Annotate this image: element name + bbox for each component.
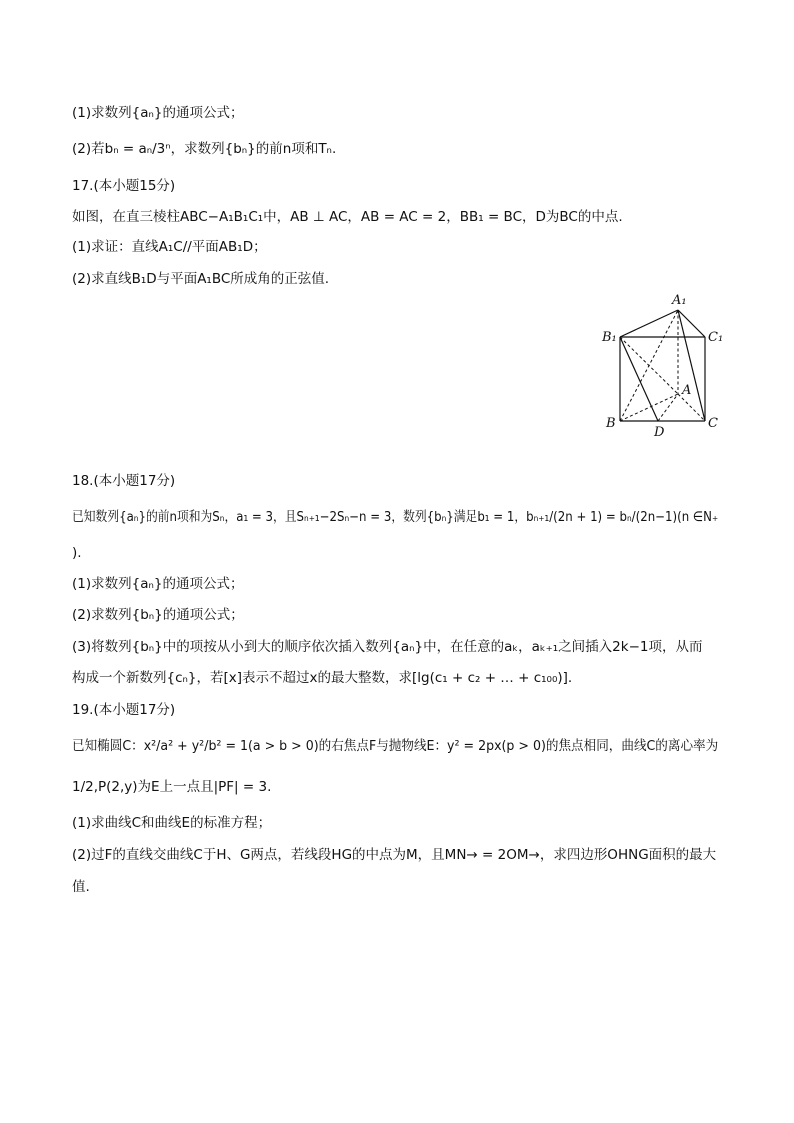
- segment-B1D: [620, 337, 658, 421]
- label-B1: B₁: [602, 330, 617, 345]
- label-B: B: [606, 416, 616, 431]
- q19-part1: (1)求曲线C和曲线E的标准方程；: [72, 815, 272, 831]
- label-D: D: [654, 425, 665, 440]
- q19-stem-line1: 已知椭圆C：x²/a² + y²/b² = 1(a > b > 0)的右焦点F与抛物线E：y² = 2px(p > 0)的焦点相同，曲线C的离心率为: [72, 738, 719, 754]
- q16-part2: (2)若bₙ = aₙ/3ⁿ，求数列{bₙ}的前n项和Tₙ.: [72, 141, 337, 157]
- q17-header: 17.(本小题15分): [72, 178, 176, 194]
- q17-part1: (1)求证：直线A₁C//平面AB₁D；: [72, 239, 267, 255]
- q16-part1: (1)求数列{aₙ}的通项公式；: [72, 105, 244, 121]
- q18-part3-line2: 构成一个新数列{cₙ}，若[x]表示不超过x的最大整数，求[lg(c₁ + c₂ + … + c₁₀₀)].: [72, 670, 573, 686]
- segment-A1C: [678, 310, 705, 421]
- prism-figure: [598, 290, 733, 440]
- edge-AC: [678, 394, 705, 421]
- q18-part3-line1: (3)将数列{bₙ}中的项按从小到大的顺序依次插入数列{aₙ}中，在任意的aₖ，aₖ₊₁之间插入2k−1项，从而: [72, 639, 703, 655]
- segment-DA: [658, 394, 678, 421]
- q18-stem-line1: 已知数列{aₙ}的前n项和为Sₙ，a₁ = 3，且Sₙ₊₁−2Sₙ−n = 3，数列{bₙ}满足b₁ = 1，bₙ₊₁/(2n + 1) = bₙ/(2n−1)(n ∈N₊: [72, 509, 719, 525]
- label-A1: A₁: [672, 293, 687, 308]
- q19-header: 19.(本小题17分): [72, 702, 176, 718]
- edge-B1A1: [620, 310, 678, 337]
- q19-stem-line2: 1/2,P(2,y)为E上一点且|PF| = 3.: [72, 779, 272, 795]
- q19-part2-line2: 值.: [72, 879, 90, 895]
- label-C1: C₁: [708, 330, 724, 345]
- prism-diagram: [598, 290, 733, 440]
- q18-part2: (2)求数列{bₙ}的通项公式；: [72, 607, 244, 623]
- q19-part2-line1: (2)过F的直线交曲线C于H、G两点，若线段HG的中点为M，且MN→ = 2OM→，求四边形OHNG面积的最大: [72, 847, 717, 863]
- label-A: A: [682, 383, 692, 398]
- q17-part2: (2)求直线B₁D与平面A₁BC所成角的正弦值.: [72, 271, 330, 287]
- q18-part1: (1)求数列{aₙ}的通项公式；: [72, 576, 244, 592]
- q18-stem-line2: ).: [72, 545, 82, 561]
- segment-B1A: [620, 337, 678, 394]
- label-C: C: [708, 416, 718, 431]
- edge-A1C1: [678, 310, 705, 337]
- q18-header: 18.(本小题17分): [72, 473, 176, 489]
- edge-BA: [620, 394, 678, 421]
- q17-stem: 如图，在直三棱柱ABC−A₁B₁C₁中，AB ⊥ AC，AB = AC = 2，BB₁ = BC，D为BC的中点.: [72, 209, 623, 225]
